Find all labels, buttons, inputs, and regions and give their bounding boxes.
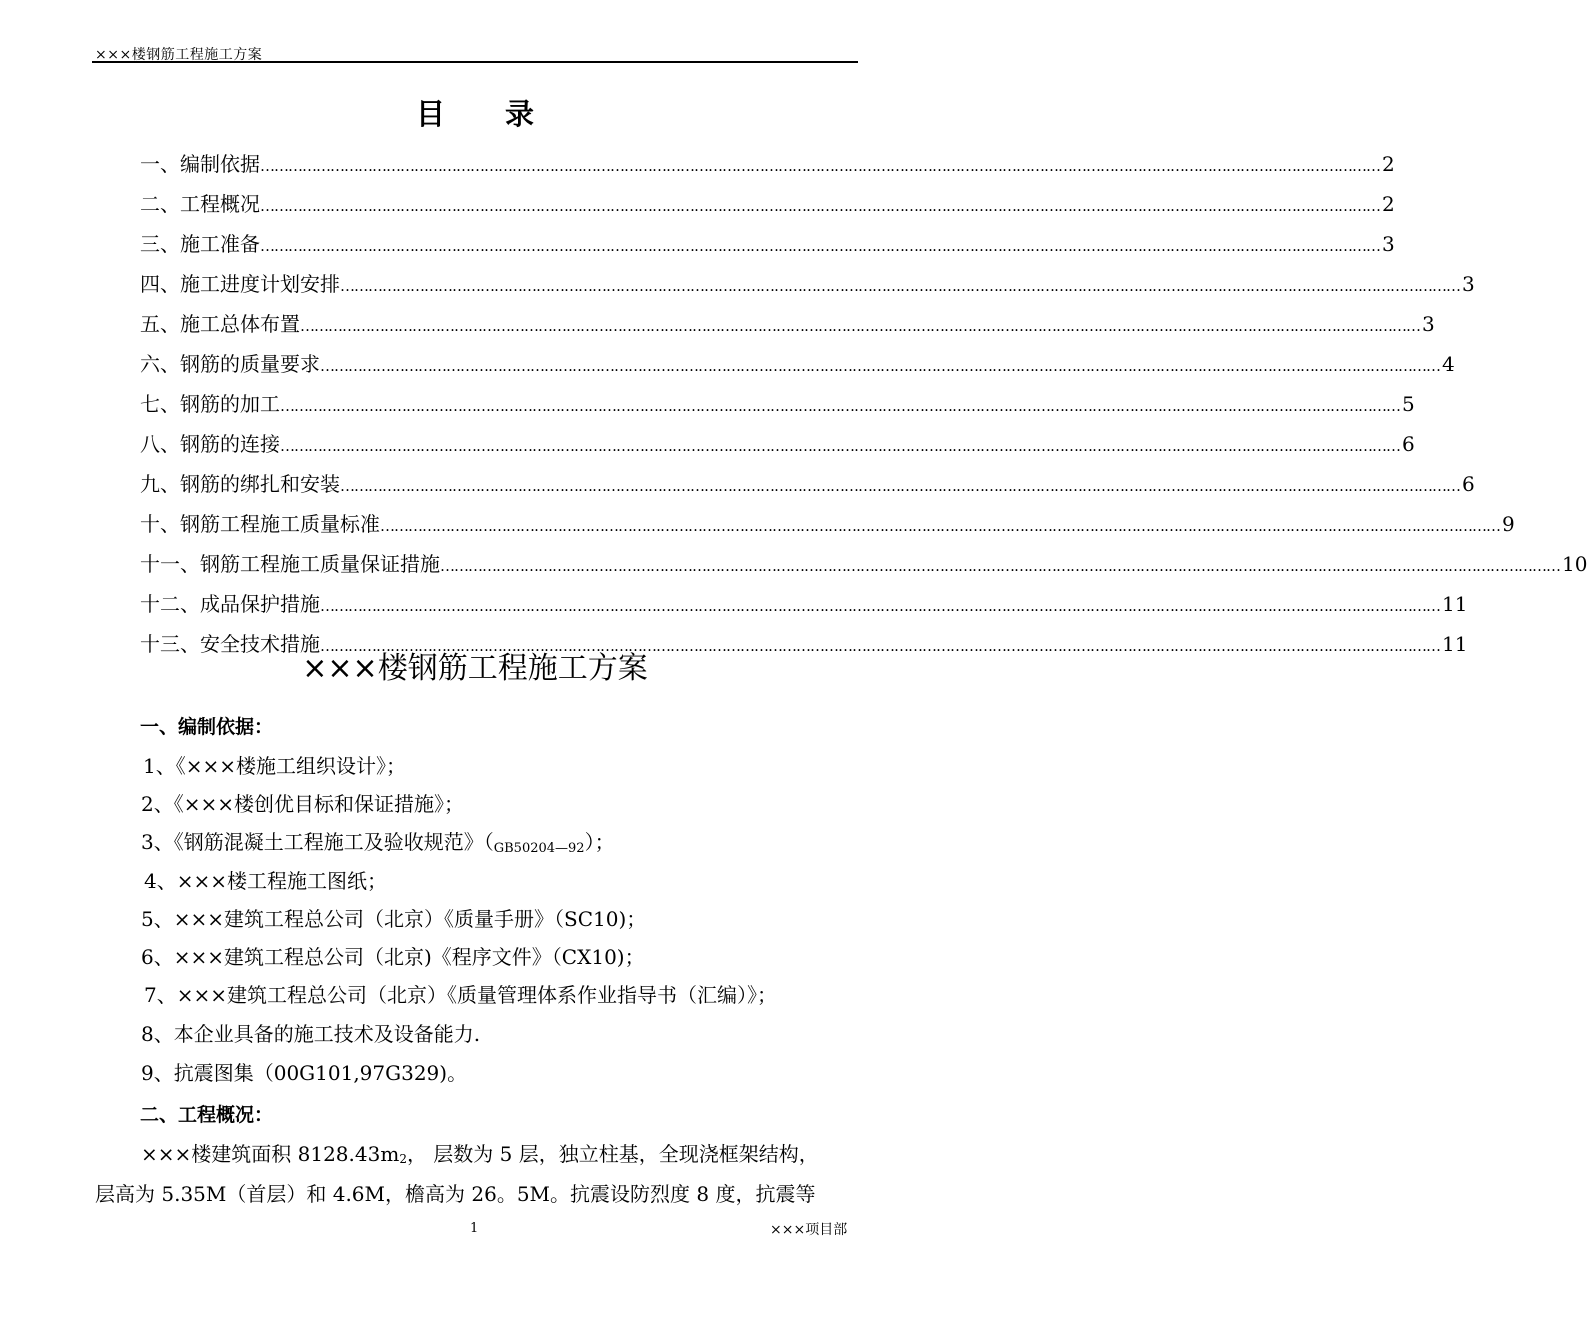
basis-item-3	[141, 826, 615, 856]
toc-item[interactable]	[140, 508, 1515, 536]
basis-item-3-text: 3、《钢筋混凝土工程施工及验收规范》（	[141, 830, 494, 854]
basis-item-1: 1、《×××楼施工组织设计》；	[143, 754, 406, 778]
toc-dot-leader: ……………………………………………………………………………………………………………………………………………………………………………………………………………………	[340, 477, 1460, 495]
toc-item-label: 八、钢筋的连接	[140, 432, 280, 456]
toc-dot-leader: ……………………………………………………………………………………………………………………………………………………………………………………………………………………	[260, 197, 1380, 215]
basis-item-5: 5、×××建筑工程总公司（北京）《质量手册》（SC10)；	[141, 907, 647, 931]
toc-item-page: 4	[1442, 352, 1455, 376]
toc-item-page: 10	[1562, 552, 1587, 576]
overview-line-2: 层高为 5.35M（首层）和 4.6M，檐高为 26。5M。抗震设防烈度 8 度，抗震等	[95, 1182, 816, 1206]
toc-item-page: 9	[1502, 512, 1515, 536]
toc-item-label: 六、钢筋的质量要求	[140, 352, 320, 376]
toc-title: 目录	[415, 97, 594, 131]
toc-item-label: 三、施工准备	[140, 232, 260, 256]
toc-item-page: 2	[1382, 192, 1395, 216]
basis-item-3-code: GB50204—92	[493, 841, 585, 856]
overview-area-unit: 2	[399, 1152, 407, 1166]
toc-item-label: 十三、安全技术措施	[140, 632, 320, 656]
toc-dot-leader: ……………………………………………………………………………………………………………………………………………………………………………………………………………………	[320, 597, 1440, 615]
overview-line-1	[141, 1138, 819, 1167]
toc-item[interactable]	[140, 428, 1415, 456]
toc-item[interactable]	[140, 468, 1475, 496]
toc-item[interactable]	[140, 148, 1395, 176]
toc-item-page: 3	[1462, 272, 1475, 296]
toc-item-label: 十、钢筋工程施工质量标准	[140, 512, 380, 536]
toc-item-label: 十一、钢筋工程施工质量保证措施	[140, 552, 440, 576]
running-header: ×××楼钢筋工程施工方案	[95, 47, 263, 63]
footer-page-number: 1	[470, 1221, 479, 1236]
toc-dot-leader: ……………………………………………………………………………………………………………………………………………………………………………………………………………………	[440, 557, 1560, 575]
basis-item-9: 9、抗震图集（00G101,97G329)。	[141, 1061, 468, 1085]
document-title: ×××楼钢筋工程施工方案	[302, 651, 648, 686]
toc-item[interactable]	[140, 548, 1587, 576]
section-heading-overview: 二、工程概况：	[140, 1104, 274, 1126]
toc-item[interactable]	[140, 188, 1395, 216]
toc-item-label: 九、钢筋的绑扎和安装	[140, 472, 340, 496]
overview-line-1-rest: ， 层数为 5 层，独立柱基，全现浇框架结构，	[406, 1142, 819, 1166]
toc-dot-leader: ……………………………………………………………………………………………………………………………………………………………………………………………………………………	[340, 277, 1460, 295]
toc-item-label: 十二、成品保护措施	[140, 592, 320, 616]
toc-item-label: 七、钢筋的加工	[140, 392, 280, 416]
toc-item[interactable]	[140, 388, 1415, 416]
toc-item-page: 3	[1422, 312, 1435, 336]
toc-item-page: 6	[1462, 472, 1475, 496]
basis-item-8: 8、本企业具备的施工技术及设备能力.	[141, 1022, 481, 1046]
toc-item-label: 二、工程概况	[140, 192, 260, 216]
basis-item-4: 4、×××楼工程施工图纸；	[144, 869, 387, 893]
basis-item-3-end: ）；	[584, 830, 615, 854]
toc-item-page: 5	[1402, 392, 1415, 416]
toc-item-page: 11	[1442, 592, 1468, 616]
basis-item-6: 6、×××建筑工程总公司（北京)《程序文件》（CX10)；	[141, 945, 645, 969]
toc-item-page: 3	[1382, 232, 1395, 256]
toc-dot-leader: ……………………………………………………………………………………………………………………………………………………………………………………………………………………	[380, 517, 1500, 535]
toc-dot-leader: ……………………………………………………………………………………………………………………………………………………………………………………………………………………	[260, 237, 1380, 255]
toc-dot-leader: ……………………………………………………………………………………………………………………………………………………………………………………………………………………	[260, 157, 1380, 175]
section-heading-basis: 一、编制依据：	[140, 716, 274, 738]
toc-dot-leader: ……………………………………………………………………………………………………………………………………………………………………………………………………………………	[300, 317, 1420, 335]
toc-item-label: 四、施工进度计划安排	[140, 272, 340, 296]
overview-area: ×××楼建筑面积 8128.43m	[141, 1142, 400, 1166]
basis-item-2: 2、《×××楼创优目标和保证措施》；	[141, 792, 464, 816]
footer-project-dept: ×××项目部	[770, 1222, 848, 1238]
toc-item[interactable]	[140, 268, 1475, 296]
toc-item[interactable]	[140, 588, 1468, 616]
toc-item[interactable]	[140, 308, 1435, 336]
toc-dot-leader: ……………………………………………………………………………………………………………………………………………………………………………………………………………………	[280, 437, 1400, 455]
toc-item[interactable]	[140, 348, 1455, 376]
toc-dot-leader: ……………………………………………………………………………………………………………………………………………………………………………………………………………………	[280, 397, 1400, 415]
toc-dot-leader: ……………………………………………………………………………………………………………………………………………………………………………………………………………………	[320, 357, 1440, 375]
toc-item-page: 11	[1442, 632, 1468, 656]
toc-item-page: 6	[1402, 432, 1415, 456]
header-rule	[92, 61, 858, 63]
toc-item-label: 五、施工总体布置	[140, 312, 300, 336]
toc-item[interactable]	[140, 228, 1395, 256]
toc-dot-leader: ……………………………………………………………………………………………………………………………………………………………………………………………………………………	[320, 637, 1440, 655]
basis-item-7: 7、×××建筑工程总公司（北京）《质量管理体系作业指导书（汇编）》；	[144, 983, 777, 1007]
toc-item-label: 一、编制依据	[140, 152, 260, 176]
toc-item-page: 2	[1382, 152, 1395, 176]
